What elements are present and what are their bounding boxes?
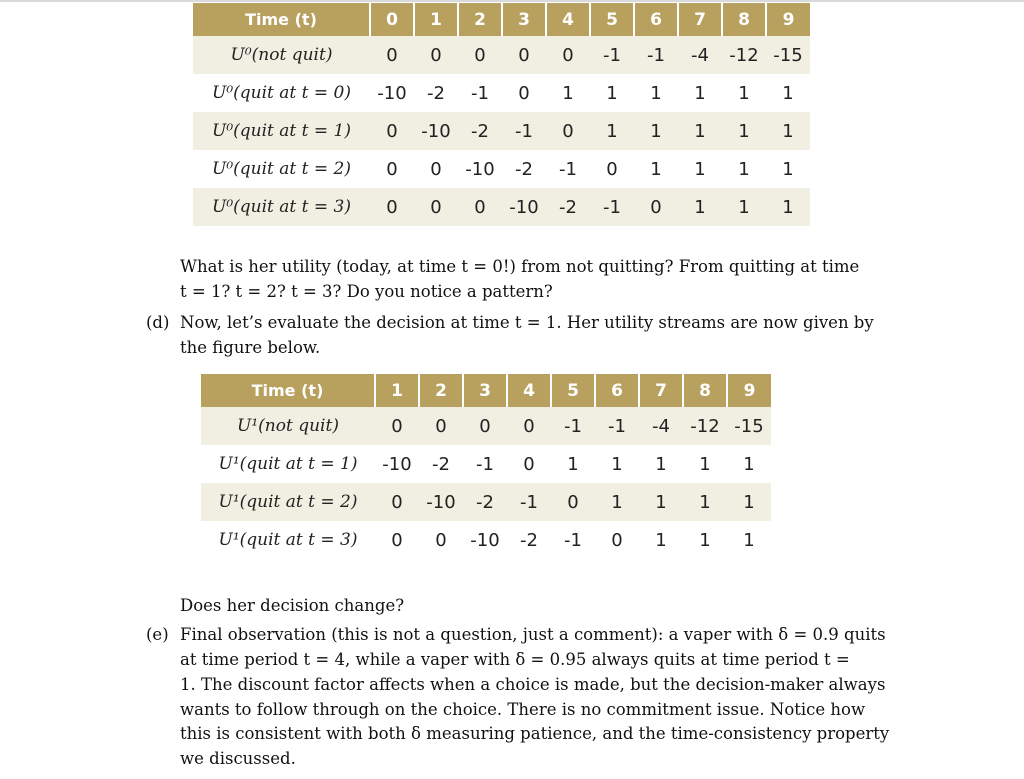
cell: 1 <box>727 521 771 559</box>
cell: 0 <box>634 188 678 226</box>
time-col-3: 3 <box>502 3 546 36</box>
cell: -12 <box>683 407 727 445</box>
cell: -1 <box>590 36 634 74</box>
time-col-0: 0 <box>370 3 414 36</box>
row-label: U¹(quit at t = 2) <box>201 483 375 521</box>
cell: 0 <box>414 36 458 74</box>
cell: 1 <box>551 445 595 483</box>
question-c-line-1: What is her utility (today, at time t = 0!) from not quitting? From quitting at time <box>180 257 860 276</box>
cell: -4 <box>678 36 722 74</box>
cell: 0 <box>546 112 590 150</box>
table-row <box>201 521 771 559</box>
cell: 1 <box>683 483 727 521</box>
cell: -2 <box>458 112 502 150</box>
cell: 1 <box>634 150 678 188</box>
time-col-2: 2 <box>458 3 502 36</box>
cell: 0 <box>551 483 595 521</box>
time-col-3: 3 <box>463 374 507 407</box>
cell: 0 <box>502 36 546 74</box>
row-label: U⁰(quit at t = 3) <box>193 188 370 226</box>
top-rule <box>0 0 1024 2</box>
cell: 1 <box>546 74 590 112</box>
cell: -1 <box>551 407 595 445</box>
cell: 0 <box>370 188 414 226</box>
part-d-line-2: the figure below. <box>180 338 321 357</box>
table-row <box>201 483 771 521</box>
cell: 1 <box>634 112 678 150</box>
time-col-4: 4 <box>507 374 551 407</box>
time-col-7: 7 <box>678 3 722 36</box>
time-col-6: 6 <box>595 374 639 407</box>
cell: -2 <box>502 150 546 188</box>
cell: -2 <box>507 521 551 559</box>
time-col-1: 1 <box>414 3 458 36</box>
table-row <box>193 36 810 74</box>
cell: -4 <box>639 407 683 445</box>
cell: 1 <box>595 445 639 483</box>
utility-table-time-0 <box>193 3 810 226</box>
time-col-9: 9 <box>727 374 771 407</box>
cell: 0 <box>370 150 414 188</box>
cell: 0 <box>502 74 546 112</box>
row-label: U¹(quit at t = 1) <box>201 445 375 483</box>
part-e-line-2: at time period t = 4, while a vaper with δ = 0.95 always quits at time period t = <box>180 650 850 669</box>
cell: 0 <box>507 445 551 483</box>
utility-table-time-1 <box>201 374 771 559</box>
cell: 0 <box>463 407 507 445</box>
cell: -15 <box>727 407 771 445</box>
cell: -10 <box>375 445 419 483</box>
part-e-line-3: 1. The discount factor affects when a choice is made, but the decision-maker always <box>180 675 886 694</box>
cell: 1 <box>590 112 634 150</box>
time-col-1: 1 <box>375 374 419 407</box>
cell: -1 <box>507 483 551 521</box>
table-row <box>201 407 771 445</box>
cell: -10 <box>458 150 502 188</box>
cell: -1 <box>634 36 678 74</box>
cell: 1 <box>722 188 766 226</box>
cell: 1 <box>639 483 683 521</box>
cell: -12 <box>722 36 766 74</box>
cell: 1 <box>766 150 810 188</box>
time-col-9: 9 <box>766 3 810 36</box>
cell: 0 <box>375 483 419 521</box>
cell: -2 <box>463 483 507 521</box>
cell: -15 <box>766 36 810 74</box>
cell: 0 <box>590 150 634 188</box>
part-e-line-5: this is consistent with both δ measuring patience, and the time-consistency property <box>180 724 890 743</box>
cell: 1 <box>722 74 766 112</box>
cell: 1 <box>722 112 766 150</box>
part-e-label: (e) <box>146 625 169 644</box>
cell: 1 <box>590 74 634 112</box>
cell: 0 <box>375 407 419 445</box>
cell: 1 <box>722 150 766 188</box>
cell: 0 <box>375 521 419 559</box>
cell: -1 <box>458 74 502 112</box>
time-col-6: 6 <box>634 3 678 36</box>
cell: -2 <box>414 74 458 112</box>
table-row <box>193 150 810 188</box>
table-row <box>193 112 810 150</box>
part-e-line-6: we discussed. <box>180 749 296 768</box>
cell: 1 <box>678 150 722 188</box>
time-header: Time (t) <box>201 374 375 407</box>
cell: -10 <box>414 112 458 150</box>
cell: 1 <box>634 74 678 112</box>
cell: 1 <box>683 521 727 559</box>
part-e-line-1: Final observation (this is not a question, just a comment): a vaper with δ = 0.9 quits <box>180 625 886 644</box>
cell: 1 <box>595 483 639 521</box>
cell: 1 <box>727 445 771 483</box>
cell: -1 <box>595 407 639 445</box>
time-col-7: 7 <box>639 374 683 407</box>
row-label: U¹(quit at t = 3) <box>201 521 375 559</box>
cell: 0 <box>414 188 458 226</box>
cell: -1 <box>546 150 590 188</box>
cell: 0 <box>507 407 551 445</box>
cell: -10 <box>370 74 414 112</box>
cell: 0 <box>370 112 414 150</box>
cell: -1 <box>590 188 634 226</box>
cell: -1 <box>502 112 546 150</box>
time-col-2: 2 <box>419 374 463 407</box>
table-row <box>201 445 771 483</box>
question-c-line-2: t = 1? t = 2? t = 3? Do you notice a pattern? <box>180 282 553 301</box>
time-col-5: 5 <box>590 3 634 36</box>
cell: 1 <box>639 445 683 483</box>
time-col-5: 5 <box>551 374 595 407</box>
part-e-line-4: wants to follow through on the choice. There is no commitment issue. Notice how <box>180 700 866 719</box>
cell: -1 <box>551 521 595 559</box>
row-label: U¹(not quit) <box>201 407 375 445</box>
part-d-label: (d) <box>146 313 170 332</box>
cell: 1 <box>766 74 810 112</box>
cell: -10 <box>419 483 463 521</box>
cell: 1 <box>678 74 722 112</box>
cell: 0 <box>419 521 463 559</box>
row-label: U⁰(quit at t = 2) <box>193 150 370 188</box>
cell: -10 <box>502 188 546 226</box>
time-col-8: 8 <box>683 374 727 407</box>
cell: 0 <box>414 150 458 188</box>
cell: 0 <box>546 36 590 74</box>
cell: 1 <box>766 112 810 150</box>
table-header-row <box>193 3 810 36</box>
time-col-8: 8 <box>722 3 766 36</box>
question-d: Does her decision change? <box>180 596 405 615</box>
cell: -2 <box>419 445 463 483</box>
row-label: U⁰(not quit) <box>193 36 370 74</box>
cell: 1 <box>639 521 683 559</box>
cell: 0 <box>419 407 463 445</box>
cell: -1 <box>463 445 507 483</box>
time-header: Time (t) <box>193 3 370 36</box>
cell: 1 <box>678 112 722 150</box>
table-header-row <box>201 374 771 407</box>
cell: 0 <box>458 188 502 226</box>
cell: -10 <box>463 521 507 559</box>
table-row <box>193 188 810 226</box>
row-label: U⁰(quit at t = 1) <box>193 112 370 150</box>
row-label: U⁰(quit at t = 0) <box>193 74 370 112</box>
cell: 0 <box>458 36 502 74</box>
cell: 0 <box>370 36 414 74</box>
part-d-line-1: Now, let’s evaluate the decision at time t = 1. Her utility streams are now given by <box>180 313 874 332</box>
cell: 1 <box>727 483 771 521</box>
cell: 1 <box>683 445 727 483</box>
table-row <box>193 74 810 112</box>
cell: -2 <box>546 188 590 226</box>
cell: 0 <box>595 521 639 559</box>
cell: 1 <box>766 188 810 226</box>
time-col-4: 4 <box>546 3 590 36</box>
cell: 1 <box>678 188 722 226</box>
